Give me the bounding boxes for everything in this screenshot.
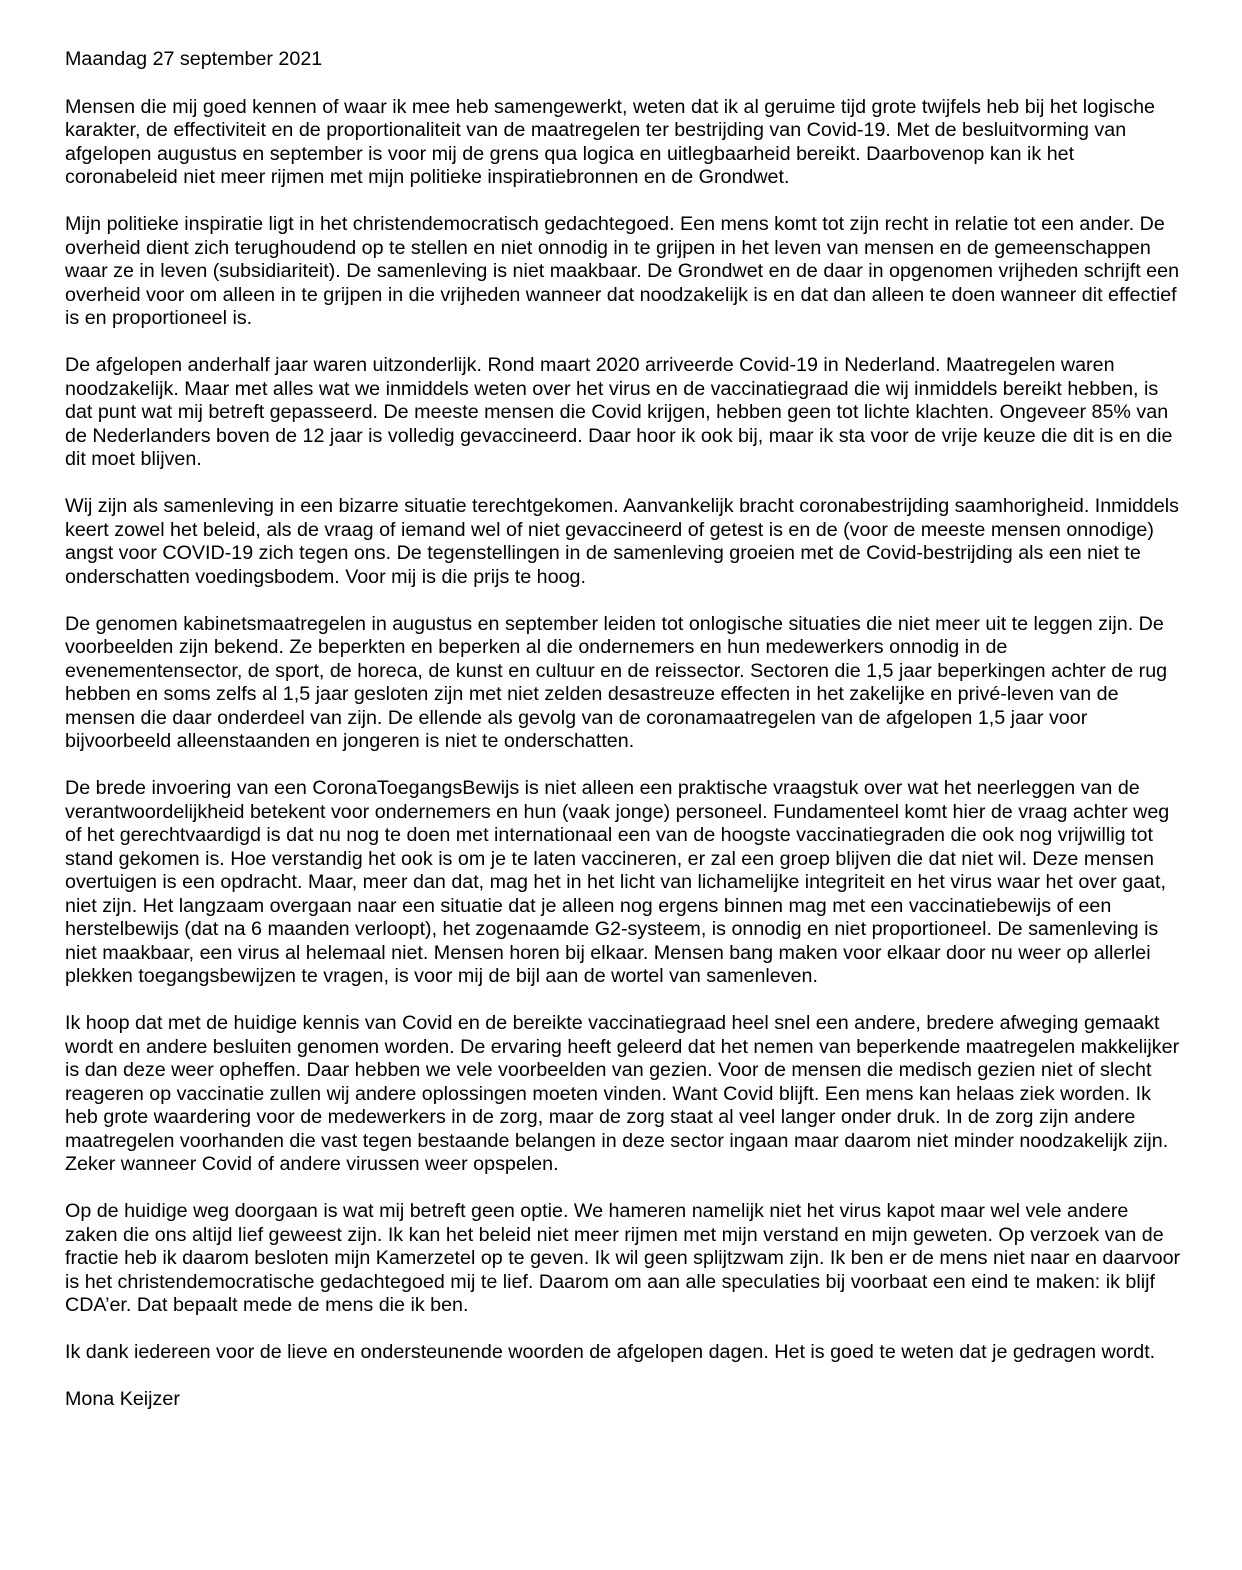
paragraph-8: Op de huidige weg doorgaan is wat mij betreft geen optie. We hameren namelijk niet het virus kapot maar wel vele andere zaken die ons altijd lief geweest zijn. Ik kan het beleid niet meer rijmen met mijn verstand en mijn geweten. Op verzoek van de fractie heb ik daarom besloten mijn Kamerzetel op te geven. Ik wil geen splijtzwam zijn. Ik ben er de mens niet naar en daarvoor is het christendemocratische gedachtegoed mij te lief. Daarom om aan alle speculaties bij voorbaat een eind te maken: ik blijf CDA’er. Dat bepaalt mede de mens die ik ben.	[65, 1200, 1181, 1316]
paragraph-6: De brede invoering van een CoronaToegangsBewijs is niet alleen een praktische vraagstuk over wat het neerleggen van de verantwoordelijkheid betekent voor ondernemers en hun (vaak jonge) personeel. Fundamenteel komt hier de vraag achter weg of het gerechtvaardigd is dat nu nog te doen met internationaal een van de hoogste vaccinatiegraden die ook nog vrijwillig tot stand gekomen is. Hoe verstandig het ook is om je te laten vaccineren, er zal een groep blijven die dat niet wil. Deze mensen overtuigen is een opdracht. Maar, meer dan dat, mag het in het licht van lichamelijke integriteit en het virus waar het over gaat, niet zijn. Het langzaam overgaan naar een situatie dat je alleen nog ergens binnen mag met een vaccinatiebewijs of een herstelbewijs (dat na 6 maanden verloopt), het zogenaamde G2-systeem, is onnodig en niet proportioneel. De samenleving is niet maakbaar, een virus al helemaal niet. Mensen horen bij elkaar. Mensen bang maken voor elkaar door nu weer op allerlei plekken toegangsbewijzen te vragen, is voor mij de bijl aan de wortel van samenleven.	[65, 777, 1170, 987]
signature: Mona Keijzer	[65, 1388, 180, 1410]
paragraph-5: De genomen kabinetsmaatregelen in augustus en september leiden tot onlogische situaties die niet meer uit te leggen zijn. De voorbeelden zijn bekend. Ze beperkten en beperken al die ondernemers en hun medewerkers onnodig in de evenementensector, de sport, de horeca, de kunst en cultuur en de reissector. Sectoren die 1,5 jaar beperkingen achter de rug hebben en soms zelfs al 1,5 jaar gesloten zijn met niet zelden desastreuze effecten in het zakelijke en privé-leven van de mensen die daar onderdeel van zijn. De ellende als gevolg van de coronamaatregelen van de afgelopen 1,5 jaar voor bijvoorbeeld alleenstaanden en jongeren is niet te onderschatten.	[65, 612, 1168, 752]
letter-date: Maandag 27 september 2021	[65, 48, 323, 70]
paragraph-3: De afgelopen anderhalf jaar waren uitzonderlijk. Rond maart 2020 arriveerde Covid-19 in Nederland. Maatregelen waren noodzakelijk. Maar met alles wat we inmiddels weten over het virus en de vaccinatiegraad die wij inmiddels bereikt hebben, is dat punt wat mij betreft gepasseerd. De meeste mensen die Covid krijgen, hebben geen tot lichte klachten. Ongeveer 85% van de Nederlanders boven de 12 jaar is volledig gevaccineerd. Daar hoor ik ook bij, maar ik sta voor de vrije keuze die dit is en die dit moet blijven.	[65, 354, 1173, 470]
paragraph-7: Ik hoop dat met de huidige kennis van Covid en de bereikte vaccinatiegraad heel snel een andere, bredere afweging gemaakt wordt en andere besluiten genomen worden. De ervaring heeft geleerd dat het nemen van beperkende maatregelen makkelijker is dan deze weer opheffen. Daar hebben we vele voorbeelden van gezien. Voor de mensen die medisch gezien niet of slecht reageren op vaccinatie zullen wij andere oplossingen moeten vinden. Want Covid blijft. Een mens kan helaas ziek worden. Ik heb grote waardering voor de medewerkers in de zorg, maar de zorg staat al veel langer onder druk. In de zorg zijn andere maatregelen voorhanden die vast tegen bestaande belangen in deze sector ingaan maar daarom niet minder noodzakelijk zijn. Zeker wanneer Covid of andere virussen weer opspelen.	[65, 1012, 1180, 1175]
paragraph-4: Wij zijn als samenleving in een bizarre situatie terechtgekomen. Aanvankelijk bracht coronabestrijding saamhorigheid. Inmiddels keert zowel het beleid, als de vraag of iemand wel of niet gevaccineerd of getest is en de (voor de meeste mensen onnodige) angst voor COVID-19 zich tegen ons. De tegenstellingen in de samenleving groeien met de Covid-bestrijding als een niet te onderschatten voedingsbodem. Voor mij is die prijs te hoog.	[65, 495, 1180, 588]
paragraph-1: Mensen die mij goed kennen of waar ik mee heb samengewerkt, weten dat ik al geruime tijd grote twijfels heb bij het logische karakter, de effectiviteit en de proportionaliteit van de maatregelen ter bestrijding van Covid-19. Met de besluitvorming van afgelopen augustus en september is voor mij de grens qua logica en uitlegbaarheid bereikt. Daarbovenop kan ik het coronabeleid niet meer rijmen met mijn politieke inspiratiebronnen en de Grondwet.	[65, 95, 1155, 188]
paragraph-9: Ik dank iedereen voor de lieve en ondersteunende woorden de afgelopen dagen. Het is goed te weten dat je gedragen wordt.	[65, 1341, 1156, 1363]
paragraph-2: Mijn politieke inspiratie ligt in het christendemocratisch gedachtegoed. Een mens komt tot zijn recht in relatie tot een ander. De overheid dient zich terughoudend op te stellen en niet onnodig in te grijpen in het leven van mensen en de gemeenschappen waar ze in leven (subsidiariteit). De samenleving is niet maakbaar. De Grondwet en de daar in opgenomen vrijheden schrijft een overheid voor om alleen in te grijpen in die vrijheden wanneer dat noodzakelijk is en dat dan alleen te doen wanneer dit effectief is en proportioneel is.	[65, 213, 1180, 329]
